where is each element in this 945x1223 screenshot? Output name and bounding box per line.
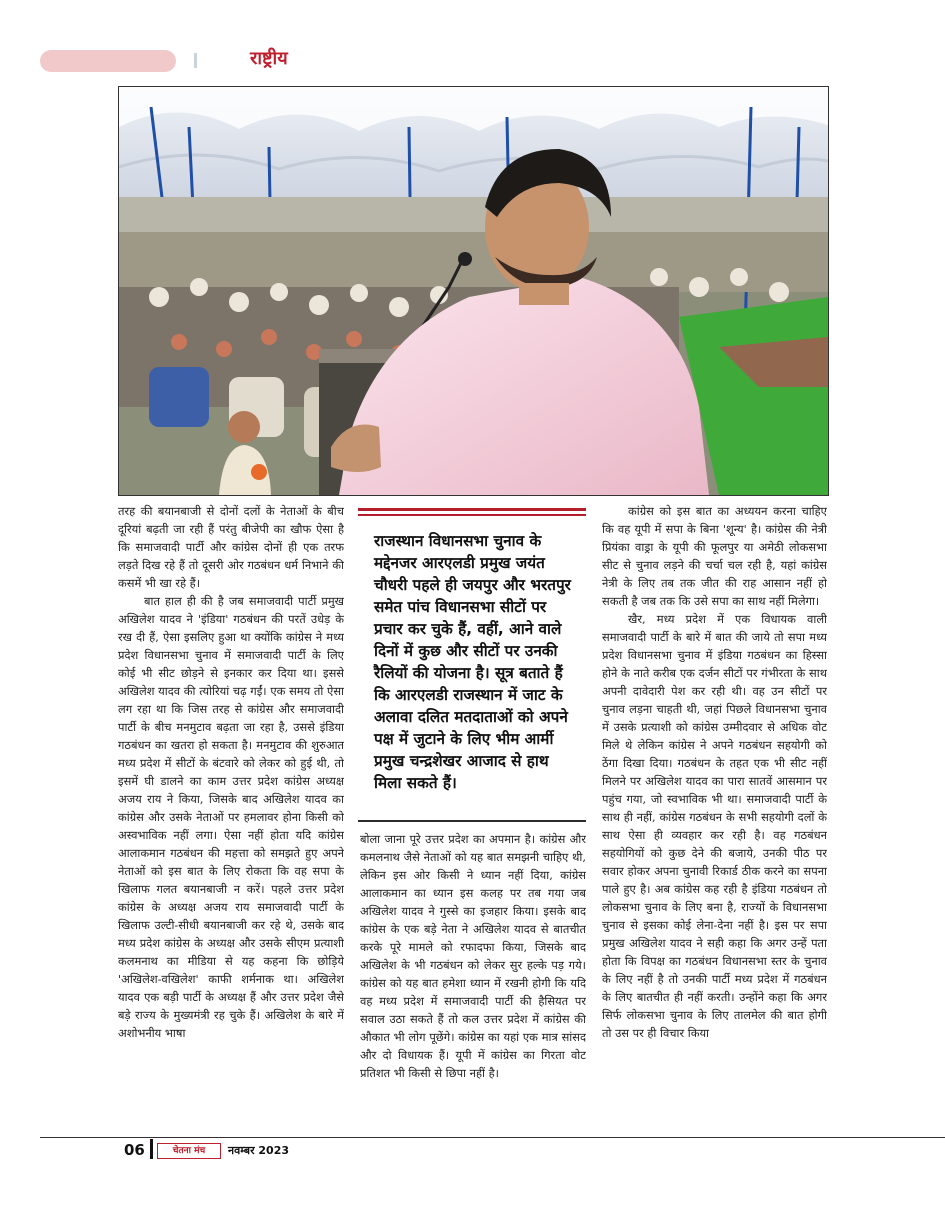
header-separator <box>194 53 197 68</box>
quote-bottom-rule <box>358 820 586 822</box>
pull-quote-text: राजस्थान विधानसभा चुनाव के मद्देनजर आरएलडी प्रमुख जयंत चौधरी पहले ही जयपुर और भरतपुर समेत पांच विधानसभा सीटों पर प्रचार कर चुके हैं, वहीं, आने वाले दिनों में कुछ और सीटों पर उनकी रैलियों की योजना है। सूत्र बताते हैं कि आरएलडी राजस्थान में जाट के अलावा दलित मतदाताओं को अपने पक्ष में जुटाने के लिए भीम आर्मी प्रमुख चन्द्रशेखर आजाद से हाथ मिला सकते हैं। <box>374 532 571 792</box>
header-decoration-pill <box>40 50 176 72</box>
article-column-right <box>602 502 827 1128</box>
paragraph: कांग्रेस को इस बात का अध्ययन करना चाहिए कि वह यूपी में सपा के बिना 'शून्य' है। कांग्रेस की नेत्री प्रियंका वाड्रा के यूपी की फूलपुर या अमेठी लोकसभा सीट से चुनाव लड़ने की चर्चा चल रही है, यहां कांग्रेस नेत्री के लिए तब तक जीत की राह आसान नहीं हो सकती है जब तक कि उसे सपा का साथ नहीं मिलेगा। <box>602 504 827 608</box>
section-title: राष्ट्रीय <box>250 48 288 69</box>
footer-divider <box>150 1139 153 1159</box>
pull-quote <box>358 508 586 818</box>
paragraph: बात हाल ही की है जब समाजवादी पार्टी प्रमुख अखिलेश यादव ने 'इंडिया' गठबंधन की परतें उधेड़ के रख दी हैं, ऐसा इसलिए हुआ था क्योंकि कांग्रेस ने मध्य प्रदेश विधानसभा चुनाव में समाजवादी पार्टी के लिए कोई भी सीट छोड़ने से इनकार कर दिया था। इससे अखिलेश यादव की त्योरियां चढ़ गईं। एक समय तो ऐसा लग रहा था कि जिस तरह से कांग्रेस और समाजवादी पार्टी के बीच मनमुटाव बढ़ता जा रहा है, उससे इंडिया गठबंधन का खतरा हो सकता है। मनमुटाव की शुरुआत मध्य प्रदेश में सीटों के बंटवारे को लेकर को हुई थी, तो इसमें घी डालने का काम उत्तर प्रदेश कांग्रेस अध्यक्ष अजय राय ने किया, जिसके बाद अखिलेश यादव का कांग्रेस और उसके नेताओं पर हमलावर होना किसी को अस्वभाविक नहीं लगा। ऐसा नहीं होता यदि कांग्रेस आलाकमान गठबंधन की महत्ता को समझते हुए अपने नेताओं को इस बात के लिए रोकता कि वह सपा के खिलाफ गलत बयानबाजी न करें। पहले उत्तर प्रदेश कांग्रेस के अध्यक्ष अजय राय समाजवादी पार्टी के खिलाफ उल्टी-सीधी बयानबाजी कर रहे थे, उसके बाद मध्य प्रदेश कांग्रेस के अध्यक्ष और उसके सीएम प्रत्याशी कलमनाथ का मीडिया से यह कहना कि छोड़िये 'अखिलेश-वखिलेश' काफी शर्मनाक था। अखिलेश यादव एक बड़ी पार्टी के अध्यक्ष हैं और उत्तर प्रदेश जैसे बड़े राज्य के मुख्यमंत्री रह चुके हैं। अखिलेश के बारे में अशोभनीय भाषा <box>118 594 344 1040</box>
issue-date: नवम्बर 2023 <box>228 1144 290 1157</box>
quote-top-rule-thin <box>358 514 586 516</box>
rally-photo <box>118 86 829 496</box>
rally-photo-illustration <box>119 87 828 495</box>
article-column-middle <box>360 830 586 1128</box>
article-column-left <box>118 502 344 1128</box>
footer-rule <box>40 1137 945 1138</box>
magazine-logo: चेतना मंच <box>157 1143 221 1159</box>
page-number: 06 <box>124 1141 145 1159</box>
paragraph: बोला जाना पूरे उत्तर प्रदेश का अपमान है। कांग्रेस और कमलनाथ जैसे नेताओं को यह बात समझनी चाहिए थी, लेकिन इस ओर किसी ने ध्यान नहीं दिया, कांग्रेस आलाकमान का ध्यान इस कलह पर तब गया जब अखिलेश यादव ने गुस्से का इजहार किया। इसके बाद कांग्रेस के एक बड़े नेता ने अखिलेश यादव से बातचीत करके पूरे मामले को रफादफा किया, जिसके बाद अखिलेश के भी गठबंधन को लेकर सुर हल्के पड़ गये। कांग्रेस को यह बात हमेशा ध्यान में रखनी होगी कि यदि वह मध्य प्रदेश में समाजवादी पार्टी की हैसियत पर सवाल उठा सकते हैं तो कल उत्तर प्रदेश में कांग्रेस की औकात भी लोग पूछेंगे। कांग्रेस का यहां एक मात्र सांसद और दो विधायक हैं। यूपी में कांग्रेस का गिरता वोट प्रतिशत भी किसी से छिपा नहीं है। <box>360 832 586 1080</box>
paragraph: तरह की बयानबाजी से दोनों दलों के नेताओं के बीच दूरियां बढ़ती जा रही हैं परंतु बीजेपी का खौफ ऐसा है कि समाजवादी पार्टी और कांग्रेस दोनों ही एक तरफ लड़ते दिख रहे हैं तो दूसरी ओर गठबंधन धर्म निभाने की कसमें भी खा रहे हैं। <box>118 504 344 590</box>
paragraph: खैर, मध्य प्रदेश में एक विधायक वाली समाजवादी पार्टी के बारे में बात की जाये तो सपा मध्य प्रदेश विधानसभा चुनाव में इंडिया गठबंधन का हिस्सा होने के नाते करीब एक दर्जन सीटों पर गंभीरता के साथ अपनी दावेदारी पेश कर रही थी। वह उन सीटों पर चुनाव लड़ना चाहती थी, जहां पिछले विधानसभा चुनाव में उसके प्रत्याशी को कांग्रेस उम्मीदवार से अधिक वोट मिले थे लेकिन कांग्रेस ने अपने गठबंधन सहयोगी को ठेंगा दिखा दिया। गठबंधन के तहत एक भी सीट नहीं मिलने पर अखिलेश यादव का पारा सातवें आसमान पर पहुंच गया, जो स्वभाविक भी था। समाजवादी पार्टी के साथ ही नहीं, कांग्रेस गठबंधन के सभी सहयोगी दलों के साथ ऐसा ही व्यवहार कर रही है। वह गठबंधन सहयोगियों को कुछ देने की बजाये, उनकी पीठ पर सवार होकर अपना चुनावी रिकार्ड ठीक करने का सपना पाले हुए है। अब कांग्रेस कह रही है इंडिया गठबंधन तो लोकसभा चुनाव के लिए बना है, राज्यों के विधानसभा चुनाव से इसका कोई लेना-देना नहीं है। इस पर सपा प्रमुख अखिलेश यादव ने सही कहा कि अगर उन्हें पता होता कि विपक्ष का गठबंधन विधानसभा स्तर के चुनाव के लिए नहीं है तो उनकी पार्टी मध्य प्रदेश में गठबंधन के लिए बातचीत ही नहीं करती। उन्होंने कहा कि अगर सिर्फ लोकसभा चुनाव के लिए तालमेल की बात होगी तो उस पर ही विचार किया <box>602 612 827 1040</box>
quote-top-rule <box>358 508 586 511</box>
